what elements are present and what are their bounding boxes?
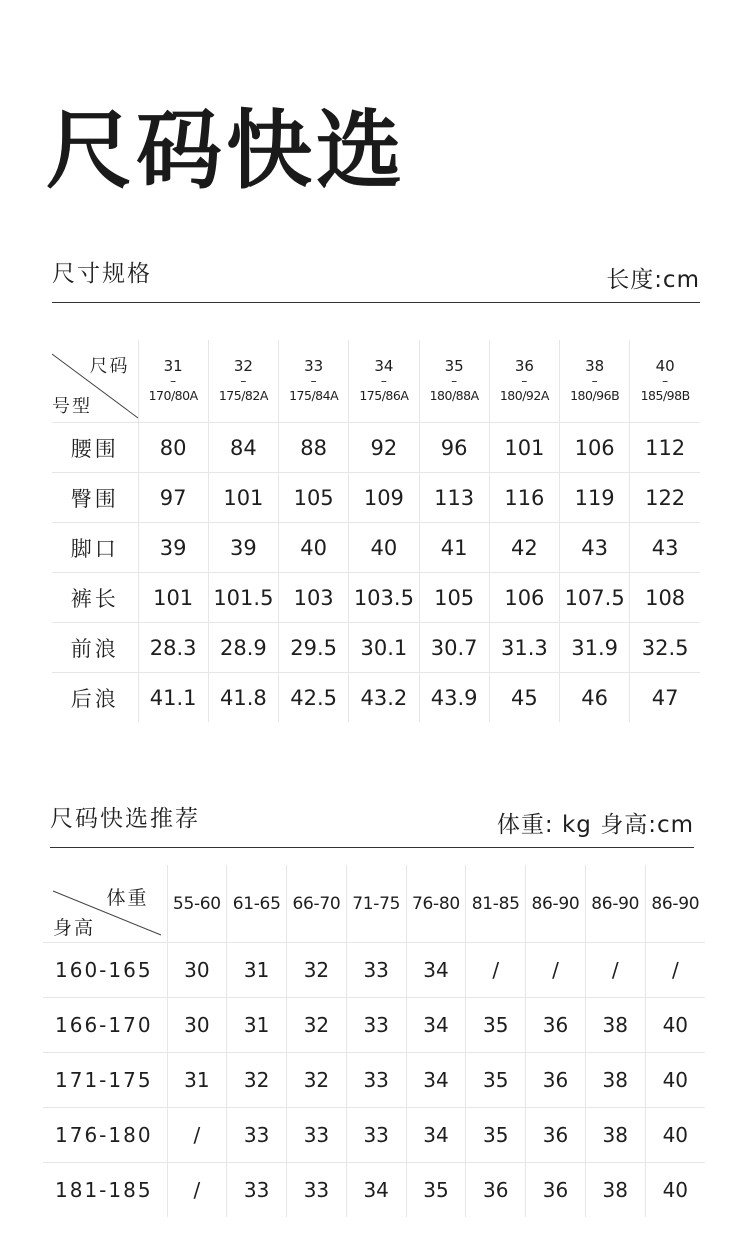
spec-value-cell: 40 bbox=[279, 523, 349, 573]
recommend-row bbox=[43, 1163, 705, 1218]
spec-value-cell: 97 bbox=[138, 473, 208, 523]
recommended-size-cell: 32 bbox=[287, 943, 347, 998]
spec-row-label: 前浪 bbox=[52, 623, 138, 673]
size-dash: – bbox=[662, 374, 669, 388]
spec-row bbox=[52, 673, 700, 723]
spec-value-cell: 31.9 bbox=[560, 623, 630, 673]
size-code: 175/82A bbox=[218, 388, 268, 403]
size-header-cell bbox=[630, 340, 700, 423]
recommended-size-cell: 33 bbox=[287, 1108, 347, 1163]
size-dash: – bbox=[310, 374, 317, 388]
recommended-size-cell: 31 bbox=[227, 998, 287, 1053]
recommended-size-cell: 36 bbox=[526, 998, 586, 1053]
size-code: 175/84A bbox=[289, 388, 339, 403]
spec-value-cell: 43 bbox=[560, 523, 630, 573]
recommended-size-cell: 34 bbox=[406, 943, 466, 998]
size-number: 31 bbox=[163, 357, 183, 375]
size-number: 32 bbox=[233, 357, 253, 375]
spec-value-cell: 101 bbox=[208, 473, 278, 523]
size-code: 180/88A bbox=[429, 388, 479, 403]
spec-value-cell: 30.7 bbox=[419, 623, 489, 673]
spec-row-label: 腰围 bbox=[52, 423, 138, 473]
spec-value-cell: 39 bbox=[138, 523, 208, 573]
spec-corner-diagonal bbox=[52, 340, 138, 422]
recommend-row bbox=[43, 1053, 705, 1108]
recommend-corner-height-label: 身高 bbox=[53, 917, 96, 939]
spec-value-cell: 108 bbox=[630, 573, 700, 623]
spec-value-cell: 42 bbox=[489, 523, 559, 573]
size-code: 185/98B bbox=[640, 388, 690, 403]
recommend-unit-label: 体重: kg 身高:cm bbox=[496, 812, 694, 838]
size-code: 180/96B bbox=[570, 388, 620, 403]
spec-value-cell: 39 bbox=[208, 523, 278, 573]
spec-value-cell: 29.5 bbox=[279, 623, 349, 673]
spec-value-cell: 28.3 bbox=[138, 623, 208, 673]
spec-value-cell: 47 bbox=[651, 685, 679, 710]
spec-row bbox=[52, 623, 700, 673]
spec-value-cell: 41 bbox=[419, 523, 489, 573]
height-range-label: 176-180 bbox=[43, 1108, 167, 1163]
weight-range-header: 66-70 bbox=[287, 865, 347, 943]
spec-corner-cell bbox=[52, 340, 138, 423]
recommended-size-cell: / bbox=[167, 1108, 227, 1163]
size-header-cell bbox=[560, 340, 630, 423]
recommended-size-cell: 34 bbox=[406, 1108, 466, 1163]
spec-header-row bbox=[52, 340, 700, 423]
page-title: 尺码快选 bbox=[46, 101, 406, 201]
recommend-corner-diagonal bbox=[43, 865, 167, 942]
recommended-size-cell: 33 bbox=[346, 1108, 406, 1163]
recommended-size-cell: 36 bbox=[526, 1163, 586, 1218]
height-range-label: 181-185 bbox=[43, 1163, 167, 1218]
spec-value-cell: 43 bbox=[630, 523, 700, 573]
spec-value-cell: 105 bbox=[279, 473, 349, 523]
spec-value-cell: 113 bbox=[419, 473, 489, 523]
size-number: 36 bbox=[514, 357, 534, 375]
size-number: 40 bbox=[655, 357, 675, 375]
spec-value-cell: 88 bbox=[279, 423, 349, 473]
recommended-size-cell: 33 bbox=[287, 1163, 347, 1218]
size-code: 180/92A bbox=[499, 388, 549, 403]
size-spec-table bbox=[52, 340, 700, 722]
size-dash: – bbox=[380, 374, 387, 388]
spec-value-cell: 112 bbox=[630, 423, 700, 473]
spec-value-cell: 28.9 bbox=[208, 623, 278, 673]
height-range-label: 166-170 bbox=[43, 998, 167, 1053]
recommended-size-cell: 33 bbox=[346, 943, 406, 998]
spec-section-header bbox=[52, 240, 700, 303]
spec-value-cell: 41.1 bbox=[138, 673, 208, 723]
spec-value-cell: 32.5 bbox=[630, 623, 700, 673]
spec-value-cell: 122 bbox=[630, 473, 700, 523]
spec-value-cell: 109 bbox=[349, 473, 419, 523]
size-number: 38 bbox=[585, 357, 605, 375]
recommended-size-cell: 35 bbox=[466, 998, 526, 1053]
spec-row bbox=[52, 473, 700, 523]
recommended-size-cell: 36 bbox=[526, 1053, 586, 1108]
recommended-size-cell: 30 bbox=[167, 998, 227, 1053]
recommend-header-row bbox=[43, 865, 705, 943]
recommended-size-cell: / bbox=[645, 943, 705, 998]
weight-range-header: 86-90 bbox=[585, 865, 645, 943]
spec-value-cell: 116 bbox=[489, 473, 559, 523]
spec-value-cell: 101 bbox=[138, 573, 208, 623]
recommended-size-cell: 40 bbox=[662, 1178, 689, 1202]
size-number: 33 bbox=[304, 357, 324, 375]
spec-value-cell: 40 bbox=[349, 523, 419, 573]
size-dash: – bbox=[451, 374, 458, 388]
spec-value-cell: 106 bbox=[560, 423, 630, 473]
spec-value-cell: 107.5 bbox=[560, 573, 630, 623]
spec-value-cell: 43.2 bbox=[349, 673, 419, 723]
recommended-size-cell: 36 bbox=[466, 1163, 526, 1218]
spec-row bbox=[52, 423, 700, 473]
recommended-size-cell: 31 bbox=[227, 943, 287, 998]
size-number: 34 bbox=[374, 357, 394, 375]
spec-row-label: 臀围 bbox=[52, 473, 138, 523]
size-header-cell bbox=[489, 340, 559, 423]
recommended-size-cell: 35 bbox=[466, 1053, 526, 1108]
recommended-size-cell: 31 bbox=[167, 1053, 227, 1108]
size-dash: – bbox=[170, 374, 177, 388]
spec-value-cell: 105 bbox=[419, 573, 489, 623]
spec-value-cell: 84 bbox=[208, 423, 278, 473]
size-header-cell bbox=[419, 340, 489, 423]
weight-range-header: 86-90 bbox=[526, 865, 586, 943]
spec-value-cell: 41.8 bbox=[208, 673, 278, 723]
spec-corner-size-label: 尺码 bbox=[89, 356, 130, 377]
spec-row-label: 脚口 bbox=[52, 523, 138, 573]
size-code: 170/80A bbox=[148, 388, 198, 403]
spec-value-cell: 106 bbox=[489, 573, 559, 623]
spec-value-cell: 31.3 bbox=[489, 623, 559, 673]
size-header-cell bbox=[349, 340, 419, 423]
recommend-corner-weight-label: 体重 bbox=[106, 887, 149, 909]
size-header-cell bbox=[208, 340, 278, 423]
spec-value-cell: 45 bbox=[489, 673, 559, 723]
spec-value-cell: 119 bbox=[560, 473, 630, 523]
recommended-size-cell: / bbox=[167, 1163, 227, 1218]
recommended-size-cell: / bbox=[466, 943, 526, 998]
spec-corner-model-label: 号型 bbox=[52, 396, 92, 417]
weight-range-header: 55-60 bbox=[167, 865, 227, 943]
spec-row-label: 后浪 bbox=[52, 673, 138, 723]
recommend-corner-cell bbox=[43, 865, 167, 943]
weight-range-header: 81-85 bbox=[466, 865, 526, 943]
spec-value-cell: 103 bbox=[279, 573, 349, 623]
spec-value-cell: 101.5 bbox=[208, 573, 278, 623]
size-number: 35 bbox=[444, 357, 464, 375]
recommended-size-cell: 40 bbox=[645, 998, 705, 1053]
weight-range-header: 76-80 bbox=[406, 865, 466, 943]
weight-range-header: 61-65 bbox=[227, 865, 287, 943]
recommended-size-cell: 33 bbox=[227, 1108, 287, 1163]
recommended-size-cell: 34 bbox=[406, 1053, 466, 1108]
spec-value-cell: 46 bbox=[560, 673, 630, 723]
size-recommend-table bbox=[43, 865, 705, 1217]
recommended-size-cell: 38 bbox=[585, 1108, 645, 1163]
spec-value-cell: 92 bbox=[349, 423, 419, 473]
recommended-size-cell: 38 bbox=[585, 1053, 645, 1108]
spec-unit-label: 长度:cm bbox=[606, 267, 700, 293]
recommended-size-cell: 40 bbox=[645, 1053, 705, 1108]
recommended-size-cell: 33 bbox=[227, 1163, 287, 1218]
spec-value-cell: 42.5 bbox=[279, 673, 349, 723]
height-range-label: 160-165 bbox=[43, 943, 167, 998]
recommended-size-cell: / bbox=[585, 943, 645, 998]
recommended-size-cell: 38 bbox=[585, 1163, 645, 1218]
spec-value-cell: 96 bbox=[419, 423, 489, 473]
spec-value-cell: 30.1 bbox=[349, 623, 419, 673]
recommended-size-cell: 30 bbox=[167, 943, 227, 998]
size-header-cell bbox=[138, 340, 208, 423]
size-dash: – bbox=[240, 374, 247, 388]
weight-range-header: 71-75 bbox=[346, 865, 406, 943]
size-header-cell bbox=[279, 340, 349, 423]
recommended-size-cell: 35 bbox=[466, 1108, 526, 1163]
spec-value-cell: 43.9 bbox=[419, 673, 489, 723]
spec-row bbox=[52, 523, 700, 573]
recommend-section-title: 尺码快选推荐 bbox=[50, 806, 200, 832]
recommended-size-cell: 33 bbox=[346, 998, 406, 1053]
recommended-size-cell: 32 bbox=[287, 1053, 347, 1108]
recommend-row bbox=[43, 943, 705, 998]
spec-row bbox=[52, 573, 700, 623]
recommended-size-cell: 34 bbox=[406, 998, 466, 1053]
spec-value-cell: 103.5 bbox=[349, 573, 419, 623]
spec-value-cell: 80 bbox=[138, 423, 208, 473]
size-code: 175/86A bbox=[359, 388, 409, 403]
size-dash: – bbox=[521, 374, 528, 388]
recommended-size-cell: 32 bbox=[227, 1053, 287, 1108]
recommend-row bbox=[43, 1108, 705, 1163]
recommend-row bbox=[43, 998, 705, 1053]
recommended-size-cell: 38 bbox=[585, 998, 645, 1053]
height-range-label: 171-175 bbox=[43, 1053, 167, 1108]
size-dash: – bbox=[591, 374, 598, 388]
recommended-size-cell: 35 bbox=[406, 1163, 466, 1218]
recommended-size-cell: 32 bbox=[287, 998, 347, 1053]
recommended-size-cell: 36 bbox=[526, 1108, 586, 1163]
spec-value-cell: 101 bbox=[489, 423, 559, 473]
spec-section-title: 尺寸规格 bbox=[52, 261, 152, 287]
recommended-size-cell: / bbox=[526, 943, 586, 998]
recommend-section-header bbox=[50, 790, 694, 848]
spec-row-label: 裤长 bbox=[52, 573, 138, 623]
recommended-size-cell: 34 bbox=[346, 1163, 406, 1218]
weight-range-header: 86-90 bbox=[645, 865, 705, 943]
recommended-size-cell: 40 bbox=[645, 1108, 705, 1163]
recommended-size-cell: 33 bbox=[346, 1053, 406, 1108]
